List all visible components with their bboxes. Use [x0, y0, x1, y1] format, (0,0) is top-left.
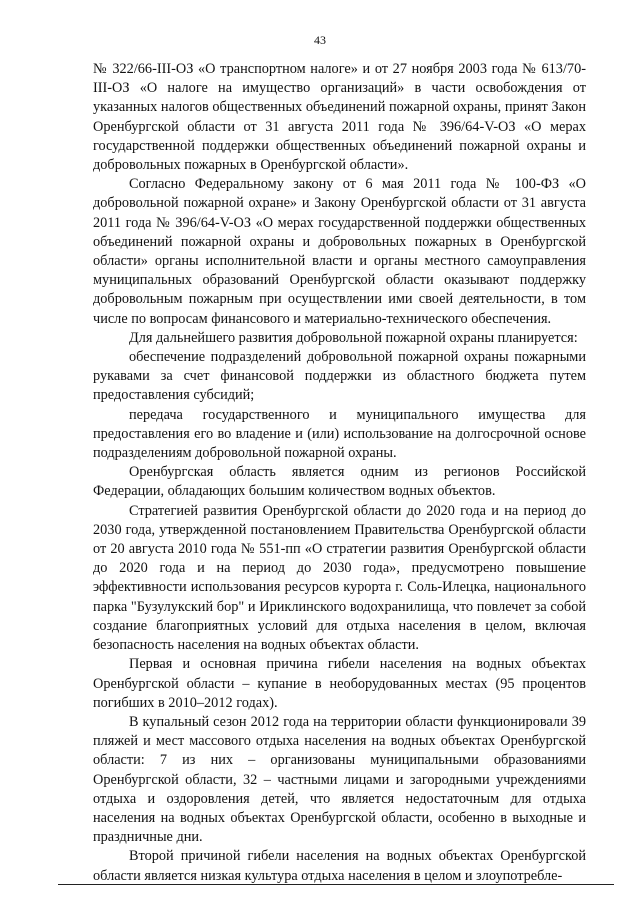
document-body [93, 60, 586, 886]
paragraph: передача государственного и муниципального имущества для предоставления его во владение и (или) использование на долгосрочной основе подразделениям добровольной пожарной охраны. [93, 406, 586, 462]
paragraph: обеспечение подразделений добровольной пожарной охраны пожарными рукавами за счет финансовой поддержки из областного бюджета путем предоставления субсидий; [93, 349, 586, 404]
paragraph: Первая и основная причина гибели населения на водных объектах Оренбургской области – купание в необорудованных местах (95 процентов погибших в 2010–2012 годах). [93, 656, 586, 711]
paragraph: Для дальнейшего развития добровольной пожарной охраны планируется: [129, 329, 578, 346]
page-number: 43 [314, 33, 326, 47]
paragraph: Оренбургская область является одним из регионов Российской Федерации, обладающих большим количеством водных объектов. [93, 464, 586, 500]
paragraph: Второй причиной гибели населения на водных объектах Оренбургской области является низкая культура отдыха населения в целом и злоупотребле- [93, 848, 586, 884]
paragraph: № 322/66-III-ОЗ «О транспортном налоге» и от 27 ноября 2003 года № 613/70-III-ОЗ «О налоге на имущество организаций» в части освобождения от указанных налогов общественных объединений пожарной охраны, принят Закон Оренбургской области от 31 августа 2011 года № 396/64-V-ОЗ «О мерах государственной поддержки общественных объединений пожарной охраны и добровольных пожарных в Оренбургской области». [93, 61, 586, 174]
paragraph: Стратегией развития Оренбургской области до 2020 года и на период до 2030 года, утвержденной постановлением Правительства Оренбургской области от 20 августа 2010 года № 551-пп «О стратегии развития Оренбургской области до 2020 года и на период до 2030 года», предусмотрено повышение эффективности использования ресурсов курорта г. Соль-Илецка, национального парка "Бузулукский бор" и Ириклинского водохранилища, что повлечет за собой создание благоприятных условий для отдыха населения в целом, включая безопасность населения на водных объектах области. [93, 502, 586, 654]
paragraph: Согласно Федеральному закону от 6 мая 2011 года № 100-ФЗ «О добровольной пожарной охране» и Закону Оренбургской области от 31 августа 2011 года № 396/64-V-ОЗ «О мерах государственной поддержки общественных объединений пожарной охраны и добровольных пожарных в Оренбургской области» органы исполнительной власти и органы местного самоуправления муниципальных образований Оренбургской области оказывают поддержку добровольным пожарным при осуществлении ими своей деятельности, в том числе по вопросам финансового и материально-технического обеспечения. [93, 176, 586, 327]
paragraph: В купальный сезон 2012 года на территории области функционировали 39 пляжей и мест массового отдыха населения на водных объектах Оренбургской области: 7 из них – организованы муниципальными образованиями Оренбургской области, 32 – частными лицами и загородными учреждениями отдыха и оздоровления детей, что является недостаточным для отдыха населения на водных объектах Оренбургской области, особенно в выходные и праздничные дни. [93, 713, 586, 846]
bottom-divider [58, 884, 614, 885]
